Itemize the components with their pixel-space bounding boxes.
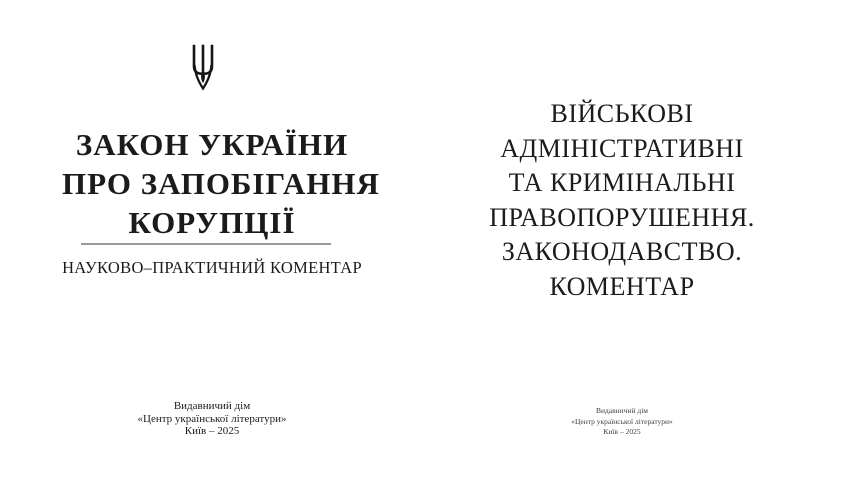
publisher-name: Видавничий дім [595, 406, 649, 415]
left-publisher-imprint [62, 400, 362, 438]
left-title-line: КОРУПЦІЇ [128, 204, 296, 240]
publisher-house: «Центр української літератури» [137, 412, 287, 425]
left-subtitle: НАУКОВО–ПРАКТИЧНИЙ КОМЕНТАР [62, 258, 362, 277]
publisher-city-year: Київ – 2025 [184, 425, 240, 437]
right-title-line: ЗАКОНОДАВСТВО. [501, 237, 743, 267]
right-publisher-imprint [472, 406, 772, 438]
left-title-page [0, 0, 426, 480]
left-title-line: ЗАКОН УКРАЇНИ [75, 126, 349, 162]
ukraine-trident-icon [190, 44, 216, 91]
right-title-line: ПРАВОПОРУШЕННЯ. [489, 202, 755, 232]
left-book-title [62, 125, 380, 242]
right-title-line: КОМЕНТАР [549, 271, 695, 301]
left-title-line: ПРО ЗАПОБІГАННЯ [62, 165, 380, 201]
publisher-house: «Центр української літератури» [571, 416, 673, 426]
right-title-line: ВІЙСЬКОВІ [550, 99, 694, 129]
divider-rule [81, 243, 331, 245]
publisher-name: Видавничий дім [173, 400, 251, 412]
right-title-line: ТА КРИМІНАЛЬНІ [508, 168, 736, 198]
right-book-title [472, 97, 772, 304]
right-title-page [426, 0, 853, 480]
publisher-city-year: Київ – 2025 [603, 427, 641, 436]
right-title-line: АДМІНІСТРАТИВНІ [500, 133, 744, 163]
